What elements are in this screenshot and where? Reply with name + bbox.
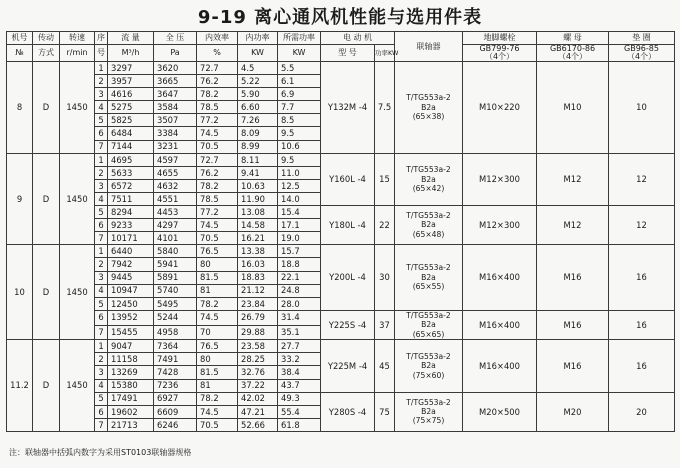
machine-no-cell: 11.2 xyxy=(7,340,33,432)
speed-cell: 1450 xyxy=(60,245,95,340)
pressure-cell: 3384 xyxy=(154,127,197,140)
int-power-cell: 5.90 xyxy=(238,88,278,101)
req-power-cell: 10.6 xyxy=(278,140,321,153)
efficiency-cell: 70.5 xyxy=(197,418,238,431)
req-power-cell: 9.5 xyxy=(278,153,321,166)
washer-cell: 16 xyxy=(609,310,675,339)
footnote: 注：联轴器中括弧内数字为采用ST0103联轴器规格 xyxy=(9,448,192,457)
efficiency-cell: 77.2 xyxy=(197,206,238,219)
washer-cell: 20 xyxy=(609,392,675,431)
speed-cell: 1450 xyxy=(60,62,95,154)
motor-power-cell: 7.5 xyxy=(375,62,395,154)
int-power-cell: 13.38 xyxy=(238,245,278,258)
coupling-line: T/TG553a-2 xyxy=(406,310,451,320)
pressure-cell: 4101 xyxy=(154,232,197,245)
req-power-cell: 12.5 xyxy=(278,179,321,192)
flow-cell: 9445 xyxy=(108,271,154,284)
header-motor: 电 动 机 xyxy=(321,32,395,45)
flow-cell: 5275 xyxy=(108,101,154,114)
header-bolt-std xyxy=(463,45,537,62)
req-power-cell: 9.5 xyxy=(278,127,321,140)
pressure-cell: 3620 xyxy=(154,62,197,75)
req-power-cell: 8.5 xyxy=(278,114,321,127)
efficiency-cell: 70 xyxy=(197,325,238,340)
seq-cell: 6 xyxy=(95,310,108,325)
pressure-cell: 7491 xyxy=(154,353,197,366)
flow-cell: 12450 xyxy=(108,297,154,310)
coupling-line: T/TG553a-2 xyxy=(406,210,451,220)
coupling-line: B2a xyxy=(421,320,436,330)
coupling-line: B2a xyxy=(421,102,436,112)
motor-power-cell: 37 xyxy=(375,310,395,339)
bolt-std-label: GB799-76 xyxy=(479,44,520,53)
efficiency-cell: 78.5 xyxy=(197,101,238,114)
int-power-cell: 47.21 xyxy=(238,405,278,418)
header-nut: 螺 母 xyxy=(537,32,609,45)
pressure-cell: 6609 xyxy=(154,405,197,418)
int-power-cell: 16.21 xyxy=(238,232,278,245)
drive-mode-cell: D xyxy=(33,62,60,154)
flow-cell: 4616 xyxy=(108,88,154,101)
motor-power-cell: 45 xyxy=(375,340,395,392)
flow-cell: 13952 xyxy=(108,310,154,325)
motor-model-cell: Y200L -4 xyxy=(321,245,375,310)
header-rpm: r/min xyxy=(60,45,95,62)
bolt-qty-label: （4个） xyxy=(484,52,515,61)
efficiency-cell: 76.2 xyxy=(197,166,238,179)
req-power-cell: 5.5 xyxy=(278,62,321,75)
req-power-cell: 11.0 xyxy=(278,166,321,179)
pressure-cell: 4655 xyxy=(154,166,197,179)
pressure-cell: 7428 xyxy=(154,366,197,379)
coupling-cell xyxy=(395,340,463,392)
nut-std-label: GB6170-86 xyxy=(549,44,596,53)
flow-cell: 5825 xyxy=(108,114,154,127)
flow-cell: 6484 xyxy=(108,127,154,140)
coupling-line: (65×48) xyxy=(412,229,445,239)
flow-cell: 5633 xyxy=(108,166,154,179)
coupling-cell xyxy=(395,310,463,339)
seq-cell: 7 xyxy=(95,232,108,245)
seq-cell: 3 xyxy=(95,179,108,192)
coupling-cell xyxy=(395,206,463,245)
pressure-cell: 4551 xyxy=(154,192,197,205)
pressure-cell: 5740 xyxy=(154,284,197,297)
int-power-cell: 37.22 xyxy=(238,379,278,392)
table-row xyxy=(7,392,675,405)
washer-cell: 12 xyxy=(609,206,675,245)
req-power-cell: 43.7 xyxy=(278,379,321,392)
int-power-cell: 9.41 xyxy=(238,166,278,179)
washer-cell: 16 xyxy=(609,245,675,310)
seq-cell: 7 xyxy=(95,325,108,340)
header-bolt: 地脚螺栓 xyxy=(463,32,537,45)
efficiency-cell: 78.2 xyxy=(197,88,238,101)
seq-cell: 3 xyxy=(95,88,108,101)
req-power-cell: 38.4 xyxy=(278,366,321,379)
seq-cell: 1 xyxy=(95,153,108,166)
flow-cell: 4695 xyxy=(108,153,154,166)
header-speed: 转速 xyxy=(60,32,95,45)
req-power-cell: 49.3 xyxy=(278,392,321,405)
req-power-cell: 55.4 xyxy=(278,405,321,418)
header-num: 号 xyxy=(95,45,108,62)
table-header xyxy=(7,32,675,62)
efficiency-cell: 76.2 xyxy=(197,75,238,88)
int-power-cell: 18.83 xyxy=(238,271,278,284)
seq-cell: 4 xyxy=(95,379,108,392)
coupling-line: B2a xyxy=(421,174,436,184)
int-power-cell: 6.60 xyxy=(238,101,278,114)
pressure-cell: 5840 xyxy=(154,245,197,258)
efficiency-cell: 74.5 xyxy=(197,219,238,232)
seq-cell: 5 xyxy=(95,114,108,127)
header-flow-unit: M³/h xyxy=(108,45,154,62)
coupling-line: T/TG553a-2 xyxy=(406,397,451,407)
header-pressure-unit: Pa xyxy=(154,45,197,62)
drive-mode-cell: D xyxy=(33,153,60,245)
efficiency-cell: 78.2 xyxy=(197,297,238,310)
coupling-line: T/TG553a-2 xyxy=(406,263,451,273)
bolt-cell: M16×400 xyxy=(463,340,537,392)
efficiency-cell: 74.5 xyxy=(197,310,238,325)
flow-cell: 7144 xyxy=(108,140,154,153)
header-int-power: 内功率 xyxy=(238,32,278,45)
req-power-cell: 6.9 xyxy=(278,88,321,101)
seq-cell: 2 xyxy=(95,75,108,88)
flow-cell: 6440 xyxy=(108,245,154,258)
bolt-cell: M10×220 xyxy=(463,62,537,154)
header-model: 型 号 xyxy=(321,45,375,62)
req-power-cell: 15.4 xyxy=(278,206,321,219)
table-row xyxy=(7,310,675,325)
req-power-cell: 18.8 xyxy=(278,258,321,271)
efficiency-cell: 81.5 xyxy=(197,366,238,379)
efficiency-cell: 77.2 xyxy=(197,114,238,127)
efficiency-cell: 80 xyxy=(197,353,238,366)
pressure-cell: 5244 xyxy=(154,310,197,325)
pressure-cell: 3647 xyxy=(154,88,197,101)
coupling-cell xyxy=(395,62,463,154)
header-coupling: 联轴器 xyxy=(395,32,463,62)
washer-cell: 16 xyxy=(609,340,675,392)
flow-cell: 11158 xyxy=(108,353,154,366)
flow-cell: 8294 xyxy=(108,206,154,219)
nut-cell: M12 xyxy=(537,153,609,205)
motor-model-cell: Y160L -4 xyxy=(321,153,375,205)
nut-cell: M16 xyxy=(537,245,609,310)
table-row xyxy=(7,153,675,166)
header-eff-unit: % xyxy=(197,45,238,62)
pressure-cell: 6246 xyxy=(154,418,197,431)
header-drive: 传动 xyxy=(33,32,60,45)
seq-cell: 3 xyxy=(95,366,108,379)
table-row xyxy=(7,62,675,75)
req-power-cell: 27.7 xyxy=(278,340,321,353)
nut-qty-label: （4个） xyxy=(557,52,588,61)
flow-cell: 3297 xyxy=(108,62,154,75)
table-row xyxy=(7,340,675,353)
pressure-cell: 5891 xyxy=(154,271,197,284)
pressure-cell: 4297 xyxy=(154,219,197,232)
efficiency-cell: 78.2 xyxy=(197,392,238,405)
bolt-cell: M16×400 xyxy=(463,310,537,339)
int-power-cell: 8.99 xyxy=(238,140,278,153)
req-power-cell: 35.1 xyxy=(278,325,321,340)
speed-cell: 1450 xyxy=(60,340,95,432)
washer-std-label: GB96-85 xyxy=(624,44,659,53)
req-power-cell: 61.8 xyxy=(278,418,321,431)
flow-cell: 7942 xyxy=(108,258,154,271)
page-title: 9-19 离心通风机性能与选用件表 xyxy=(197,7,483,28)
header-motor-power: 功率KW xyxy=(375,45,395,62)
nut-cell: M10 xyxy=(537,62,609,154)
motor-model-cell: Y225M -4 xyxy=(321,340,375,392)
coupling-cell xyxy=(395,245,463,310)
seq-cell: 2 xyxy=(95,258,108,271)
bolt-cell: M20×500 xyxy=(463,392,537,431)
seq-cell: 5 xyxy=(95,392,108,405)
seq-cell: 6 xyxy=(95,405,108,418)
washer-qty-label: （4个） xyxy=(626,52,657,61)
seq-cell: 5 xyxy=(95,206,108,219)
pressure-cell: 7364 xyxy=(154,340,197,353)
seq-cell: 6 xyxy=(95,219,108,232)
pressure-cell: 5941 xyxy=(154,258,197,271)
int-power-cell: 8.09 xyxy=(238,127,278,140)
nut-cell: M16 xyxy=(537,340,609,392)
seq-cell: 2 xyxy=(95,166,108,179)
seq-cell: 4 xyxy=(95,192,108,205)
req-power-cell: 17.1 xyxy=(278,219,321,232)
seq-cell: 4 xyxy=(95,284,108,297)
int-power-cell: 28.25 xyxy=(238,353,278,366)
fan-performance-table xyxy=(6,31,675,432)
header-pressure: 全 压 xyxy=(154,32,197,45)
coupling-line: (65×65) xyxy=(412,329,445,339)
req-power-cell: 31.4 xyxy=(278,310,321,325)
coupling-line: B2a xyxy=(421,361,436,371)
flow-cell: 7511 xyxy=(108,192,154,205)
int-power-cell: 32.76 xyxy=(238,366,278,379)
pressure-cell: 4958 xyxy=(154,325,197,340)
header-kw2: KW xyxy=(278,45,321,62)
motor-model-cell: Y180L -4 xyxy=(321,206,375,245)
nut-cell: M16 xyxy=(537,310,609,339)
int-power-cell: 29.88 xyxy=(238,325,278,340)
seq-cell: 4 xyxy=(95,101,108,114)
header-req-power: 所需功率 xyxy=(278,32,321,45)
header-nut-std xyxy=(537,45,609,62)
flow-cell: 15380 xyxy=(108,379,154,392)
seq-cell: 5 xyxy=(95,297,108,310)
pressure-cell: 4632 xyxy=(154,179,197,192)
seq-cell: 7 xyxy=(95,140,108,153)
efficiency-cell: 74.5 xyxy=(197,127,238,140)
header-efficiency: 内效率 xyxy=(197,32,238,45)
int-power-cell: 16.03 xyxy=(238,258,278,271)
flow-cell: 9233 xyxy=(108,219,154,232)
seq-cell: 6 xyxy=(95,127,108,140)
header-washer-std xyxy=(609,45,675,62)
flow-cell: 6572 xyxy=(108,179,154,192)
nut-cell: M20 xyxy=(537,392,609,431)
coupling-line: (65×38) xyxy=(412,112,445,122)
pressure-cell: 5495 xyxy=(154,297,197,310)
washer-cell: 12 xyxy=(609,153,675,205)
header-mode: 方式 xyxy=(33,45,60,62)
coupling-line: (75×75) xyxy=(412,416,445,426)
req-power-cell: 24.8 xyxy=(278,284,321,297)
flow-cell: 9047 xyxy=(108,340,154,353)
washer-cell: 10 xyxy=(609,62,675,154)
efficiency-cell: 72.7 xyxy=(197,153,238,166)
seq-cell: 1 xyxy=(95,245,108,258)
coupling-line: B2a xyxy=(421,272,436,282)
int-power-cell: 4.5 xyxy=(238,62,278,75)
bolt-cell: M12×300 xyxy=(463,206,537,245)
flow-cell: 13269 xyxy=(108,366,154,379)
int-power-cell: 23.84 xyxy=(238,297,278,310)
motor-power-cell: 22 xyxy=(375,206,395,245)
int-power-cell: 23.58 xyxy=(238,340,278,353)
machine-no-cell: 8 xyxy=(7,62,33,154)
flow-cell: 3957 xyxy=(108,75,154,88)
efficiency-cell: 70.5 xyxy=(197,232,238,245)
int-power-cell: 10.63 xyxy=(238,179,278,192)
req-power-cell: 19.0 xyxy=(278,232,321,245)
efficiency-cell: 76.5 xyxy=(197,245,238,258)
coupling-cell xyxy=(395,392,463,431)
int-power-cell: 11.90 xyxy=(238,192,278,205)
coupling-line: B2a xyxy=(421,407,436,416)
coupling-line: (65×42) xyxy=(412,184,445,194)
efficiency-cell: 74.5 xyxy=(197,405,238,418)
coupling-line: B2a xyxy=(421,220,436,230)
req-power-cell: 15.7 xyxy=(278,245,321,258)
coupling-line: (65×55) xyxy=(412,282,445,292)
motor-power-cell: 30 xyxy=(375,245,395,310)
coupling-line: T/TG553a-2 xyxy=(406,165,451,175)
motor-power-cell: 15 xyxy=(375,153,395,205)
drive-mode-cell: D xyxy=(33,245,60,340)
efficiency-cell: 81 xyxy=(197,284,238,297)
flow-cell: 15455 xyxy=(108,325,154,340)
coupling-line: T/TG553a-2 xyxy=(406,93,451,103)
header-kw1: KW xyxy=(238,45,278,62)
req-power-cell: 28.0 xyxy=(278,297,321,310)
int-power-cell: 14.58 xyxy=(238,219,278,232)
motor-model-cell: Y132M -4 xyxy=(321,62,375,154)
bolt-cell: M12×300 xyxy=(463,153,537,205)
efficiency-cell: 81 xyxy=(197,379,238,392)
pressure-cell: 3665 xyxy=(154,75,197,88)
machine-no-cell: 9 xyxy=(7,153,33,245)
efficiency-cell: 78.5 xyxy=(197,192,238,205)
int-power-cell: 7.26 xyxy=(238,114,278,127)
efficiency-cell: 81.5 xyxy=(197,271,238,284)
header-washer: 垫 圈 xyxy=(609,32,675,45)
flow-cell: 10947 xyxy=(108,284,154,297)
coupling-cell xyxy=(395,153,463,205)
header-seq: 序 xyxy=(95,32,108,45)
pressure-cell: 3584 xyxy=(154,101,197,114)
efficiency-cell: 70.5 xyxy=(197,140,238,153)
seq-cell: 2 xyxy=(95,353,108,366)
speed-cell: 1450 xyxy=(60,153,95,245)
efficiency-cell: 72.7 xyxy=(197,62,238,75)
int-power-cell: 26.79 xyxy=(238,310,278,325)
efficiency-cell: 78.2 xyxy=(197,179,238,192)
coupling-line: T/TG553a-2 xyxy=(406,351,451,361)
pressure-cell: 4453 xyxy=(154,206,197,219)
motor-power-cell: 75 xyxy=(375,392,395,431)
efficiency-cell: 76.5 xyxy=(197,340,238,353)
header-machine-no: 机号 xyxy=(7,32,33,45)
flow-cell: 17491 xyxy=(108,392,154,405)
req-power-cell: 6.1 xyxy=(278,75,321,88)
int-power-cell: 42.02 xyxy=(238,392,278,405)
motor-model-cell: Y225S -4 xyxy=(321,310,375,339)
motor-model-cell: Y280S -4 xyxy=(321,392,375,431)
drive-mode-cell: D xyxy=(33,340,60,432)
pressure-cell: 7236 xyxy=(154,379,197,392)
req-power-cell: 7.7 xyxy=(278,101,321,114)
flow-cell: 21713 xyxy=(108,418,154,431)
nut-cell: M12 xyxy=(537,206,609,245)
req-power-cell: 33.2 xyxy=(278,353,321,366)
int-power-cell: 52.66 xyxy=(238,418,278,431)
pressure-cell: 3231 xyxy=(154,140,197,153)
pressure-cell: 4597 xyxy=(154,153,197,166)
bolt-cell: M16×400 xyxy=(463,245,537,310)
table-row xyxy=(7,245,675,258)
int-power-cell: 8.11 xyxy=(238,153,278,166)
flow-cell: 19602 xyxy=(108,405,154,418)
seq-cell: 1 xyxy=(95,62,108,75)
header-flow: 流 量 xyxy=(108,32,154,45)
efficiency-cell: 80 xyxy=(197,258,238,271)
coupling-line: (75×60) xyxy=(412,370,445,380)
pressure-cell: 6927 xyxy=(154,392,197,405)
int-power-cell: 13.08 xyxy=(238,206,278,219)
machine-no-cell: 10 xyxy=(7,245,33,340)
flow-cell: 10171 xyxy=(108,232,154,245)
seq-cell: 3 xyxy=(95,271,108,284)
req-power-cell: 14.0 xyxy=(278,192,321,205)
int-power-cell: 5.22 xyxy=(238,75,278,88)
header-no: № xyxy=(7,45,33,62)
table-body xyxy=(7,62,675,432)
req-power-cell: 22.1 xyxy=(278,271,321,284)
pressure-cell: 3507 xyxy=(154,114,197,127)
table-row xyxy=(7,206,675,219)
seq-cell: 7 xyxy=(95,418,108,431)
int-power-cell: 21.12 xyxy=(238,284,278,297)
seq-cell: 1 xyxy=(95,340,108,353)
